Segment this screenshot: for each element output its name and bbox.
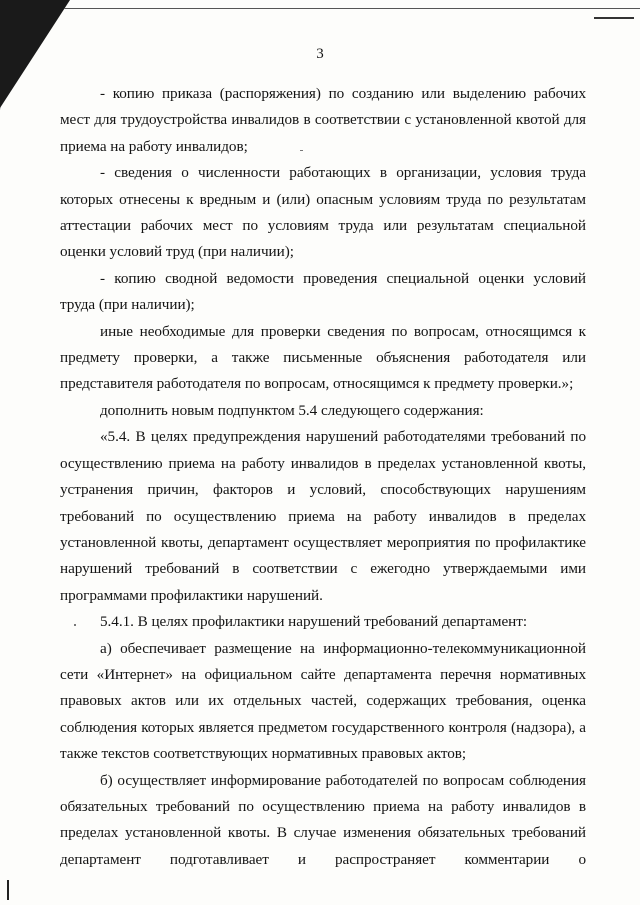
paragraph-employee-info: - сведения о численности работающих в организации, условия труда которых отнесены к вредным и (или) опасным условиям труда по результатам аттестации рабочих мест по условиям труда или результатам специальной оценки условий труд (при наличии); xyxy=(60,164,586,261)
page-number: 3 xyxy=(316,46,324,62)
paragraph-summary-sheet: - копию сводной ведомости проведения специальной оценки условий труда (при наличии); xyxy=(60,269,586,314)
paragraph-item-b: б) осуществляет информирование работодателей по вопросам соблюдения обязательных требований по осуществлению приема на работу инвалидов в пределах установленной квоты. В случае изменения обязательных требований департамент подготавливает и распространяет комментарии о xyxy=(60,771,586,868)
paragraph-item-a: а) обеспечивает размещение на информационно-телекоммуникационной сети «Интернет» на официальном сайте департамента перечня нормативных правовых актов или их отдельных частей, содержащих требования, оценка соблюдения которых является предметом государственного контроля (надзора), а также текстов соответствующих нормативных правовых актов; xyxy=(60,639,586,763)
scan-top-right-dash xyxy=(594,17,634,19)
scan-top-line xyxy=(64,8,640,9)
paragraph-clause-5-4-1: 5.4.1. В целях профилактики нарушений требований департамент: xyxy=(100,613,527,631)
paragraph-clause-5-4: «5.4. В целях предупреждения нарушений работодателями требований по осуществлению приема на работу инвалидов в пределах установленной квоты, устранения причин, факторов и условий, способствующих нарушениям требований по осуществлению приема на работу инвалидов в пределах установленной квоты, департамент осуществляет мероприятия по профилактике нарушений требований в соответствии с ежегодно утверждаемыми ими программами профилактики нарушений. xyxy=(60,428,586,604)
document-body xyxy=(60,81,586,873)
paragraph-other-info: иные необходимые для проверки сведения по вопросам, относящимся к предмету проверки, а также письменные объяснения работодателя или представителя работодателя по вопросам, относящимся к предмету проверки.»; xyxy=(60,322,586,393)
paragraph-order-copy: - копию приказа (распоряжения) по созданию или выделению рабочих мест для трудоустройства инвалидов в соответствии с установленной квотой для приема на работу инвалидов; xyxy=(60,85,586,155)
paragraph-add-subclause: дополнить новым подпунктом 5.4 следующего содержания: xyxy=(100,401,484,419)
scan-bottom-mark xyxy=(7,880,9,900)
